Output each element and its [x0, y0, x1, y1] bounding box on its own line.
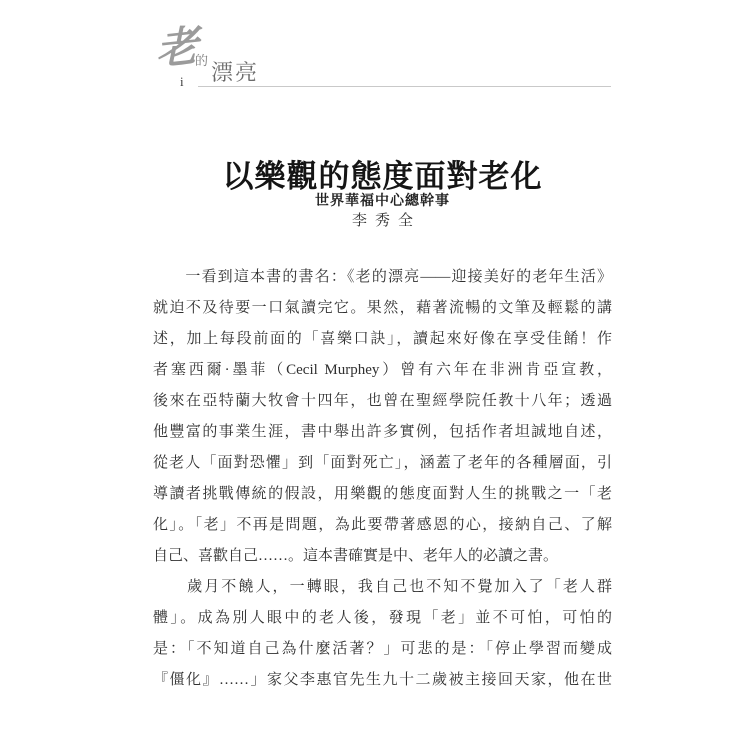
body-line: 一看到這本書的書名：《老的漂亮——迎接美好的老年生活》 [153, 269, 612, 285]
logo-piaoliang-text: 漂亮 [211, 60, 260, 85]
body-line: 歲月不饒人，一轉眼，我自己也不知不覺加入了「老人群 [153, 579, 612, 595]
logo-de-character: 的 [195, 53, 209, 68]
header-rule-divider [198, 86, 611, 87]
body-line: 述，加上每段前面的「喜樂口訣」，讀起來好像在享受佳餚！作 [153, 331, 612, 347]
body-line: 就迫不及待要一口氣讀完它。果然，藉著流暢的文筆及輕鬆的講 [153, 300, 612, 316]
logo-lao-calligraphy: 老 [155, 23, 199, 75]
body-line: 化」。「老」不再是問題，為此要帶著感恩的心，接納自己、了解 [153, 517, 612, 533]
body-line: 後來在亞特蘭大牧會十四年，也曾在聖經學院任教十八年；透過 [153, 393, 612, 409]
page-number: i [180, 74, 184, 89]
body-line: 者塞西爾·墨菲（Cecil Murphey）曾有六年在非洲肯亞宣教， [153, 362, 612, 378]
chapter-title: 以樂觀的態度面對老化 [222, 158, 543, 194]
body-line: 是：「不知道自己為什麼活著？」可悲的是：「停止學習而變成 [153, 641, 612, 657]
byline-author-name: 李秀全 [351, 213, 421, 229]
body-line: 從老人「面對恐懼」到「面對死亡」，涵蓋了老年的各種層面，引 [153, 455, 612, 471]
byline-role: 世界華福中心總幹事 [315, 194, 450, 209]
body-line: 他豐富的事業生涯，書中舉出許多實例，包括作者坦誠地自述， [153, 424, 612, 440]
body-text [153, 262, 612, 696]
body-line: 體」。成為別人眼中的老人後，發現「老」並不可怕，可怕的 [153, 610, 612, 626]
body-line: 『僵化』……」家父李惠官先生九十二歲被主接回天家，他在世 [153, 672, 612, 688]
body-line-paragraph-end: 自己、喜歡自己……。這本書確實是中、老年人的必讀之書。 [153, 548, 559, 564]
body-line: 導讀者挑戰傳統的假設，用樂觀的態度面對人生的挑戰之一「老 [153, 486, 612, 502]
